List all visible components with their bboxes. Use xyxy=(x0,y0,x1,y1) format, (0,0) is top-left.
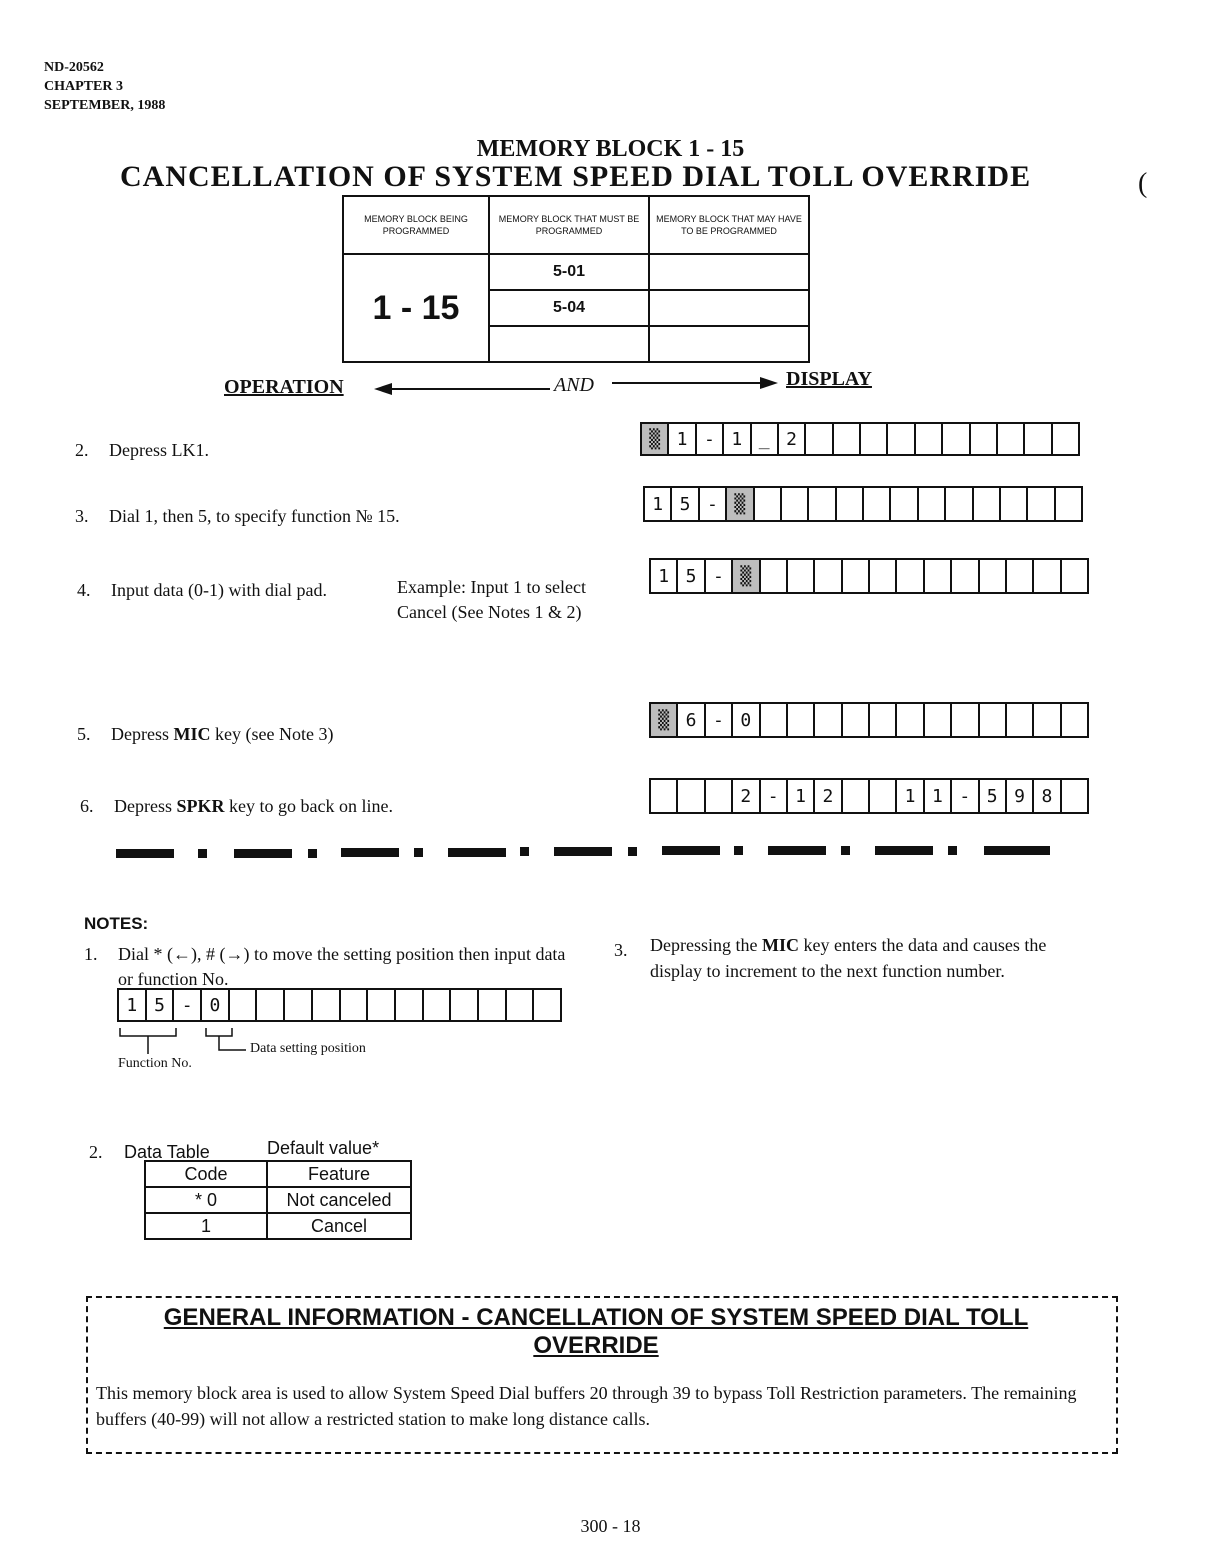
step-4: 4. Input data (0-1) with dial pad. xyxy=(77,580,327,600)
lcd-cell xyxy=(980,560,1007,592)
lcd-display xyxy=(640,422,1080,456)
lcd-cell xyxy=(1053,424,1078,454)
lcd-cell xyxy=(843,560,870,592)
step-5: 5. Depress MIC key (see Note 3) xyxy=(77,724,334,744)
may-cell xyxy=(649,254,809,290)
lcd-cell xyxy=(943,424,970,454)
table-row xyxy=(145,1213,411,1239)
lcd-cell: 5 xyxy=(678,560,705,592)
lcd-cell xyxy=(897,560,924,592)
lcd-cell xyxy=(925,704,952,736)
lcd-cell: 1 xyxy=(669,424,696,454)
lcd-cell: 2 xyxy=(815,780,842,812)
and-label: AND xyxy=(554,374,594,396)
general-information-text: This memory block area is used to allow System Speed Dial buffers 20 through 39 to bypass Toll Restriction parameters. The remaining buffers (40-99) will not allow a restricted station to make long distance calls. xyxy=(96,1383,1077,1429)
page-title: CANCELLATION OF SYSTEM SPEED DIAL TOLL OVERRIDE xyxy=(120,160,1032,193)
lcd-cell xyxy=(788,560,815,592)
lcd-cell xyxy=(861,424,888,454)
lcd-cell xyxy=(925,560,952,592)
lcd-cell xyxy=(815,560,842,592)
operation-label: OPERATION xyxy=(224,376,344,398)
document-header xyxy=(44,58,165,115)
lcd-cell: - xyxy=(174,990,202,1020)
lcd-cell xyxy=(809,488,836,520)
note-3-text: Depressing the MIC key enters the data and causes the display to increment to the next function number. xyxy=(650,935,1047,981)
lcd-cell xyxy=(815,704,842,736)
lcd-cell xyxy=(916,424,943,454)
operation-display-line xyxy=(224,368,894,404)
lcd-cell: 6 xyxy=(678,704,705,736)
lcd-cell xyxy=(998,424,1025,454)
lcd-cell xyxy=(837,488,864,520)
feature-cell: Not canceled xyxy=(267,1187,411,1213)
note-3-number: 3. xyxy=(614,940,628,960)
lcd-cell xyxy=(257,990,285,1020)
lcd-cell xyxy=(788,704,815,736)
date: SEPTEMBER, 1988 xyxy=(44,98,166,113)
code-cell: * 0 xyxy=(145,1187,267,1213)
note-1-number: 1. xyxy=(84,944,98,964)
lcd-cell: 5 xyxy=(147,990,175,1020)
lcd-cell xyxy=(313,990,341,1020)
table-row xyxy=(145,1187,411,1213)
page-number: 300 - 18 xyxy=(580,1516,641,1536)
lcd-cell xyxy=(782,488,809,520)
lcd-display xyxy=(649,558,1089,594)
must-cell: 5-01 xyxy=(489,254,649,290)
lcd-cell xyxy=(678,780,705,812)
left-arrow-icon xyxy=(374,382,550,396)
lcd-cell xyxy=(843,780,870,812)
memory-block-table xyxy=(342,195,810,363)
lcd-cell: 5 xyxy=(672,488,699,520)
lcd-cell xyxy=(230,990,258,1020)
lcd-cell: 1 xyxy=(925,780,952,812)
doc-id: ND-20562 xyxy=(44,60,104,75)
data-table xyxy=(144,1160,412,1240)
table-header-feature: Feature xyxy=(267,1161,411,1187)
data-setting-label: Data setting position xyxy=(250,1041,366,1056)
lcd-cell: - xyxy=(706,704,733,736)
lcd-cell xyxy=(1007,560,1034,592)
lcd-cell xyxy=(1001,488,1028,520)
lcd-cell xyxy=(888,424,915,454)
lcd-cell xyxy=(897,704,924,736)
lcd-cell xyxy=(479,990,507,1020)
lcd-cell xyxy=(864,488,891,520)
general-information-title: GENERAL INFORMATION - CANCELLATION OF SYSTEM SPEED DIAL TOLL OVERRIDE xyxy=(163,1304,1029,1359)
section-divider xyxy=(116,846,1050,866)
lcd-cell xyxy=(1056,488,1081,520)
default-value-label: Default value* xyxy=(267,1138,380,1158)
lcd-cell xyxy=(806,424,833,454)
lcd-cell: 0 xyxy=(202,990,230,1020)
lcd-cell: 0 xyxy=(733,704,760,736)
lcd-cell xyxy=(285,990,313,1020)
lcd-cell: ▒ xyxy=(651,704,678,736)
lcd-cell xyxy=(952,560,979,592)
lcd-cell: 9 xyxy=(1007,780,1034,812)
lcd-cell xyxy=(870,780,897,812)
lcd-cell xyxy=(761,704,788,736)
chapter: CHAPTER 3 xyxy=(44,79,123,94)
lcd-cell xyxy=(1062,704,1087,736)
lcd-cell: 1 xyxy=(645,488,672,520)
lcd-cell xyxy=(1025,424,1052,454)
lcd-cell xyxy=(1007,704,1034,736)
must-cell: 5-04 xyxy=(489,290,649,326)
lcd-cell xyxy=(1062,560,1087,592)
lcd-cell xyxy=(971,424,998,454)
lcd-cell xyxy=(706,780,733,812)
data-table-label: Data Table xyxy=(124,1142,210,1162)
lcd-cell xyxy=(507,990,535,1020)
lcd-cell xyxy=(1028,488,1055,520)
lcd-cell xyxy=(946,488,973,520)
lcd-display xyxy=(649,702,1089,738)
header-may-be-programmed: MEMORY BLOCK THAT MAY HAVE TO BE PROGRAMMED xyxy=(649,196,809,254)
lcd-cell: _ xyxy=(752,424,779,454)
lcd-cell xyxy=(870,704,897,736)
step-2: 2. Depress LK1. xyxy=(75,440,209,460)
lcd-cell xyxy=(755,488,782,520)
lcd-cell: 1 xyxy=(897,780,924,812)
lcd-cell xyxy=(396,990,424,1020)
step-4-example: Example: Input 1 to select Cancel (See Notes 1 & 2) xyxy=(397,577,586,622)
lcd-cell: 1 xyxy=(119,990,147,1020)
lcd-cell: - xyxy=(700,488,727,520)
lcd-cell: - xyxy=(952,780,979,812)
lcd-cell: ▒ xyxy=(733,560,760,592)
lcd-cell: ▒ xyxy=(727,488,754,520)
lcd-cell: 2 xyxy=(733,780,760,812)
bracket-icon xyxy=(118,1026,248,1058)
lcd-cell xyxy=(834,424,861,454)
header-being-programmed: MEMORY BLOCK BEING PROGRAMMED xyxy=(343,196,489,254)
lcd-display xyxy=(649,778,1089,814)
lcd-cell xyxy=(1034,560,1061,592)
lcd-cell xyxy=(974,488,1001,520)
lcd-cell xyxy=(952,704,979,736)
notes-heading: NOTES: xyxy=(84,914,149,933)
feature-cell: Cancel xyxy=(267,1213,411,1239)
lcd-cell xyxy=(980,704,1007,736)
lcd-cell xyxy=(424,990,452,1020)
note-1-text: Dial * (←), # (→) to move the setting position then input data or function No. xyxy=(118,944,566,989)
lcd-cell xyxy=(761,560,788,592)
lcd-cell: - xyxy=(761,780,788,812)
lcd-cell: ▒ xyxy=(642,424,669,454)
margin-paren: ( xyxy=(1138,168,1148,199)
may-cell xyxy=(649,326,809,362)
lcd-cell: 1 xyxy=(724,424,751,454)
must-cell xyxy=(489,326,649,362)
lcd-cell: 1 xyxy=(651,560,678,592)
lcd-cell: 2 xyxy=(779,424,806,454)
table-header-code: Code xyxy=(145,1161,267,1187)
lcd-cell xyxy=(534,990,560,1020)
lcd-cell xyxy=(651,780,678,812)
lcd-cell xyxy=(891,488,918,520)
lcd-cell xyxy=(1062,780,1087,812)
lcd-cell xyxy=(368,990,396,1020)
display-label: DISPLAY xyxy=(786,368,872,390)
block-number: 1 - 15 xyxy=(343,254,489,362)
lcd-cell xyxy=(870,560,897,592)
lcd-cell: 5 xyxy=(980,780,1007,812)
function-no-label: Function No. xyxy=(118,1056,192,1071)
lcd-display xyxy=(643,486,1083,522)
note-2-number: 2. xyxy=(89,1142,103,1162)
step-3: 3. Dial 1, then 5, to specify function № 15. xyxy=(75,506,400,526)
code-cell: 1 xyxy=(145,1213,267,1239)
lcd-cell: 1 xyxy=(788,780,815,812)
header-must-be-programmed: MEMORY BLOCK THAT MUST BE PROGRAMMED xyxy=(489,196,649,254)
step-6: 6. Depress SPKR key to go back on line. xyxy=(80,796,393,816)
right-arrow-icon xyxy=(612,376,778,390)
lcd-cell: - xyxy=(697,424,724,454)
lcd-display-example xyxy=(117,988,562,1022)
lcd-cell: 8 xyxy=(1034,780,1061,812)
lcd-cell: - xyxy=(706,560,733,592)
lcd-cell xyxy=(843,704,870,736)
lcd-cell xyxy=(1034,704,1061,736)
lcd-cell xyxy=(919,488,946,520)
lcd-cell xyxy=(451,990,479,1020)
lcd-cell xyxy=(341,990,369,1020)
memory-block-title: MEMORY BLOCK 1 - 15 xyxy=(476,136,745,162)
may-cell xyxy=(649,290,809,326)
